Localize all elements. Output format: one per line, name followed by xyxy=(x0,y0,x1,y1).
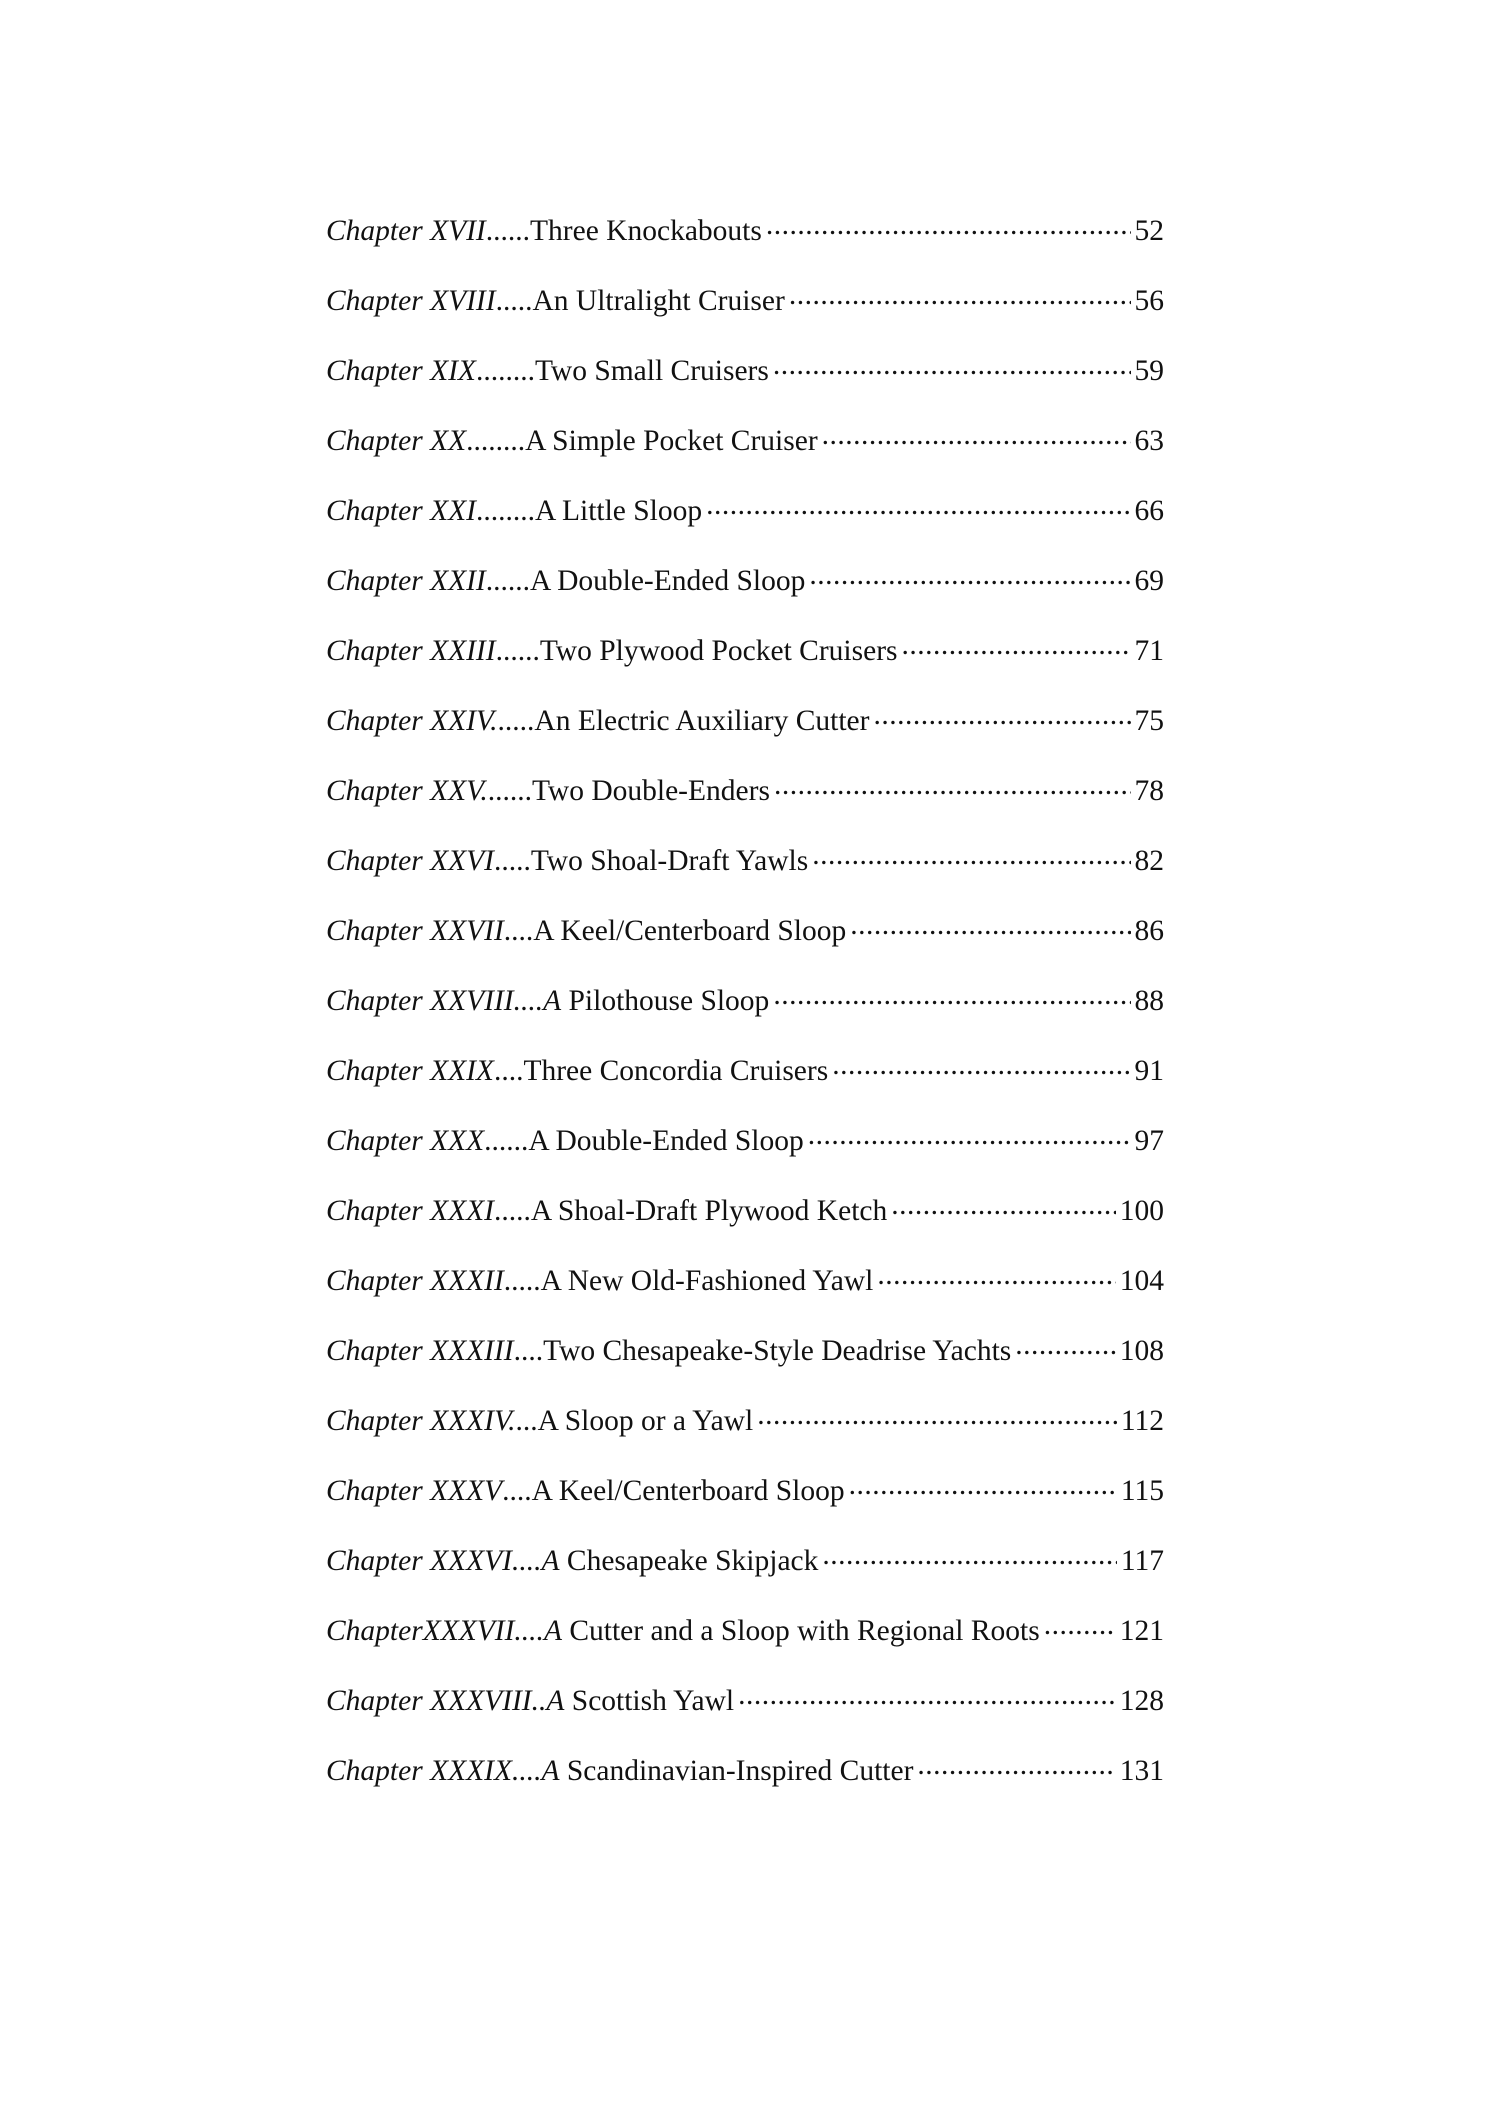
toc-entry xyxy=(326,1316,1164,1386)
page-number: 88 xyxy=(1134,985,1164,1017)
chapter-title xyxy=(530,196,762,266)
chapter-title xyxy=(523,1036,828,1106)
chapter-title xyxy=(541,1246,874,1316)
chapter-number: Chapter XXVI xyxy=(326,845,494,877)
chapter-number: Chapter XXXI xyxy=(326,1195,494,1227)
dot-leader xyxy=(773,350,1131,380)
chapter-title-text: Two Double-Enders xyxy=(531,775,770,807)
page-number: 69 xyxy=(1134,565,1164,597)
chapter-title xyxy=(541,1736,913,1806)
chapter-separator: ........ xyxy=(475,355,535,387)
chapter-title xyxy=(531,826,808,896)
chapter-number: Chapter XXXVI.... xyxy=(326,1545,542,1577)
chapter-title xyxy=(530,546,805,616)
chapter-separator: ..... xyxy=(497,705,535,737)
table-of-contents xyxy=(326,196,1164,1806)
chapter-title-text: Two Chesapeake-Style Deadrise Yachts xyxy=(543,1335,1012,1367)
chapter-title-text: A Simple Pocket Cruiser xyxy=(525,425,818,457)
chapter-separator: ...... xyxy=(495,635,540,667)
chapter-number: Chapter XXXIV. xyxy=(326,1405,516,1437)
dot-leader xyxy=(1044,1610,1116,1640)
chapter-title-text: Cutter and a Sloop with Regional Roots xyxy=(561,1615,1040,1647)
chapter-title-text: Pilothouse Sloop xyxy=(561,985,770,1017)
dot-leader xyxy=(773,980,1130,1010)
chapter-separator: .... xyxy=(493,1055,524,1087)
chapter-number: Chapter XXII xyxy=(326,565,486,597)
chapter-number: Chapter XVIII xyxy=(326,285,496,317)
dot-leader xyxy=(774,770,1131,800)
page-number: 131 xyxy=(1119,1755,1164,1787)
page-number: 104 xyxy=(1119,1265,1164,1297)
chapter-title-text: Three Knockabouts xyxy=(530,215,762,247)
chapter-separator: ........ xyxy=(466,425,526,457)
chapter-number: Chapter XXXIX.... xyxy=(326,1755,542,1787)
toc-entry xyxy=(326,616,1164,686)
toc-entry xyxy=(326,1596,1164,1666)
dot-leader xyxy=(789,280,1131,310)
toc-entry xyxy=(326,546,1164,616)
chapter-number: Chapter XXXV xyxy=(326,1475,503,1507)
chapter-title xyxy=(543,1316,1011,1386)
toc-entry xyxy=(326,1736,1164,1806)
page-number: 128 xyxy=(1119,1685,1164,1717)
chapter-title xyxy=(533,896,846,966)
chapter-separator: ..... xyxy=(493,845,531,877)
chapter-title-text: Chesapeake Skipjack xyxy=(559,1545,819,1577)
toc-entry xyxy=(326,686,1164,756)
page-number: 121 xyxy=(1119,1615,1164,1647)
page-number: 97 xyxy=(1134,1125,1164,1157)
chapter-number: ChapterXXXVII.... xyxy=(326,1615,544,1647)
page-number: 66 xyxy=(1134,495,1164,527)
chapter-title-text: An Electric Auxiliary Cutter xyxy=(534,705,870,737)
chapter-title xyxy=(541,1526,818,1596)
dot-leader xyxy=(757,1400,1117,1430)
page-number: 56 xyxy=(1134,285,1164,317)
chapter-separator: ...... xyxy=(485,565,531,597)
chapter-title-lead: A xyxy=(546,1685,565,1717)
chapter-number: Chapter XXXIII xyxy=(326,1335,514,1367)
chapter-title xyxy=(535,336,769,406)
chapter-number: Chapter XXV. xyxy=(326,775,488,807)
chapter-title-text: Three Concordia Cruisers xyxy=(523,1055,829,1087)
chapter-title xyxy=(525,406,818,476)
chapter-separator: .... xyxy=(503,915,534,947)
page-number: 115 xyxy=(1120,1475,1164,1507)
chapter-title-text: A New Old-Fashioned Yawl xyxy=(540,1265,874,1297)
chapter-separator: .... xyxy=(513,1335,544,1367)
page-number: 78 xyxy=(1134,775,1164,807)
chapter-title xyxy=(543,966,769,1036)
page-number: 59 xyxy=(1134,355,1164,387)
chapter-title xyxy=(538,1386,754,1456)
dot-leader xyxy=(902,630,1131,660)
chapter-title xyxy=(546,1666,734,1736)
chapter-title-text: A Little Sloop xyxy=(534,495,703,527)
chapter-title-text: An Ultralight Cruiser xyxy=(532,285,785,317)
chapter-title-text: A Shoal-Draft Plywood Ketch xyxy=(530,1195,888,1227)
toc-entry xyxy=(326,1456,1164,1526)
toc-entry xyxy=(326,826,1164,896)
dot-leader xyxy=(891,1190,1116,1220)
chapter-number: Chapter XXIV. xyxy=(326,705,498,737)
page-number: 108 xyxy=(1119,1335,1164,1367)
dot-leader xyxy=(917,1750,1115,1780)
dot-leader xyxy=(808,1120,1131,1150)
toc-entry xyxy=(326,1526,1164,1596)
page-number: 75 xyxy=(1134,705,1164,737)
chapter-title-lead: A xyxy=(543,985,562,1017)
chapter-separator: ... xyxy=(515,1405,538,1437)
chapter-title xyxy=(535,476,702,546)
page-number: 71 xyxy=(1134,635,1164,667)
chapter-separator: ..... xyxy=(493,1195,531,1227)
chapter-separator: ...... xyxy=(487,775,532,807)
toc-entry xyxy=(326,266,1164,336)
chapter-title-text: A Keel/Centerboard Sloop xyxy=(533,915,847,947)
chapter-title xyxy=(534,686,869,756)
toc-entry xyxy=(326,756,1164,826)
chapter-number: Chapter XXIX xyxy=(326,1055,494,1087)
page-number: 82 xyxy=(1134,845,1164,877)
chapter-title-text: Two Shoal-Draft Yawls xyxy=(530,845,809,877)
chapter-number: Chapter XXX xyxy=(326,1125,485,1157)
dot-leader xyxy=(809,560,1130,590)
page-number: 112 xyxy=(1120,1405,1164,1437)
dot-leader xyxy=(766,210,1131,240)
chapter-title xyxy=(532,1456,845,1526)
chapter-title xyxy=(540,616,898,686)
page-number: 91 xyxy=(1134,1055,1164,1087)
chapter-title-lead: A xyxy=(543,1615,562,1647)
chapter-number: Chapter XX xyxy=(326,425,467,457)
dot-leader xyxy=(812,840,1130,870)
chapter-title-text: Two Small Cruisers xyxy=(534,355,769,387)
page-number: 63 xyxy=(1134,425,1164,457)
chapter-title-text: A Double-Ended Sloop xyxy=(528,1125,804,1157)
chapter-title-lead: A xyxy=(541,1545,560,1577)
page-number: 86 xyxy=(1134,915,1164,947)
chapter-number: Chapter XIX xyxy=(326,355,476,387)
chapter-title-text: A Sloop or a Yawl xyxy=(537,1405,754,1437)
chapter-title-text: A Double-Ended Sloop xyxy=(530,565,806,597)
toc-entry xyxy=(326,336,1164,406)
chapter-title-text: Scottish Yawl xyxy=(564,1685,735,1717)
dot-leader xyxy=(822,420,1131,450)
chapter-number: Chapter XXIII xyxy=(326,635,496,667)
chapter-number: Chapter XXXII xyxy=(326,1265,504,1297)
chapter-title-lead: A xyxy=(541,1755,560,1787)
chapter-title-text: Scandinavian-Inspired Cutter xyxy=(559,1755,914,1787)
dot-leader xyxy=(849,1470,1117,1500)
dot-leader xyxy=(738,1680,1116,1710)
chapter-number: Chapter XXVII xyxy=(326,915,504,947)
chapter-number: Chapter XXVIII.... xyxy=(326,985,544,1017)
chapter-number: Chapter XVII xyxy=(326,215,486,247)
toc-entry xyxy=(326,896,1164,966)
chapter-title xyxy=(531,1176,887,1246)
dot-leader xyxy=(1015,1330,1115,1360)
chapter-separator: ...... xyxy=(485,215,531,247)
chapter-title xyxy=(532,756,770,826)
chapter-separator: ........ xyxy=(475,495,535,527)
toc-entry xyxy=(326,1666,1164,1736)
page-number: 52 xyxy=(1134,215,1164,247)
dot-leader xyxy=(822,1540,1116,1570)
chapter-separator: ..... xyxy=(503,1265,541,1297)
toc-entry xyxy=(326,476,1164,546)
chapter-title-text: Two Plywood Pocket Cruisers xyxy=(539,635,898,667)
chapter-separator: .... xyxy=(502,1475,532,1507)
chapter-separator: ...... xyxy=(484,1125,529,1157)
chapter-number: Chapter XXXVIII.. xyxy=(326,1685,547,1717)
toc-entry xyxy=(326,1036,1164,1106)
page-number: 100 xyxy=(1119,1195,1164,1227)
toc-entry xyxy=(326,1106,1164,1176)
chapter-title xyxy=(532,266,784,336)
page-number: 117 xyxy=(1120,1545,1164,1577)
chapter-number: Chapter XXI xyxy=(326,495,476,527)
dot-leader xyxy=(873,700,1130,730)
toc-entry xyxy=(326,1386,1164,1456)
chapter-title xyxy=(544,1596,1040,1666)
toc-entry xyxy=(326,1176,1164,1246)
dot-leader xyxy=(877,1260,1115,1290)
chapter-title-text: A Keel/Centerboard Sloop xyxy=(531,1475,845,1507)
toc-entry xyxy=(326,966,1164,1036)
toc-entry xyxy=(326,196,1164,266)
toc-entry xyxy=(326,1246,1164,1316)
dot-leader xyxy=(850,910,1130,940)
chapter-title xyxy=(528,1106,803,1176)
dot-leader xyxy=(706,490,1130,520)
dot-leader xyxy=(832,1050,1130,1080)
toc-entry xyxy=(326,406,1164,476)
chapter-separator: ..... xyxy=(495,285,533,317)
